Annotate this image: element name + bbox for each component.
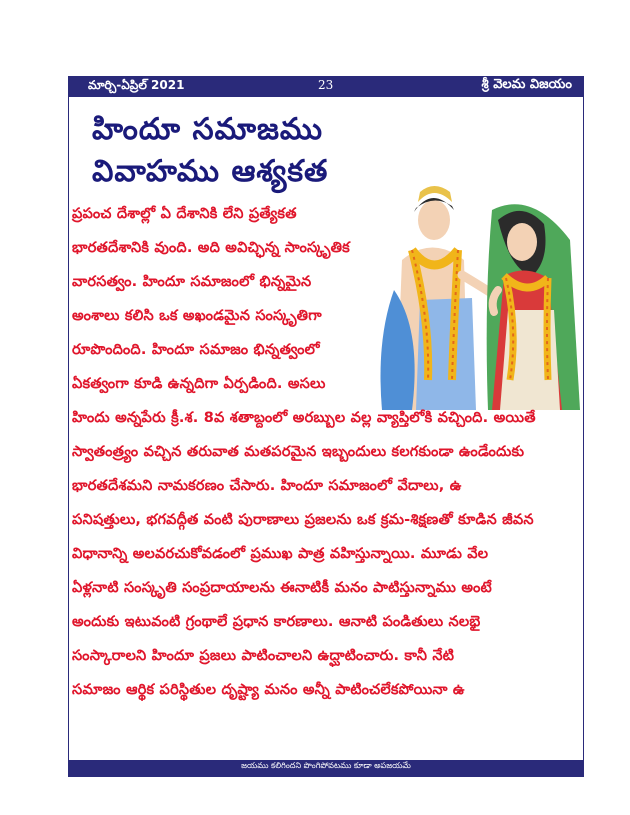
article-title-line-2: వివాహము ఆశ్యకత (92, 154, 329, 189)
body-line: అంశాలు కలిసి ఒక అఖండమైన సంస్కృతిగా (72, 308, 322, 324)
body-line: ఏకత్వంగా కూడి ఉన్నదిగా ఏర్పడింది. అసలు (72, 376, 326, 392)
footer-tagline: జయము కలిగిందని పొంగిపోవటము కూడా అపజయమే (241, 761, 411, 770)
body-line: అందుకు ఇటువంటి గ్రంథాలే ప్రధాన కారణాలు. ఆనాటి పండితులు నలభై (72, 614, 481, 630)
body-line: సమాజం ఆర్థిక పరిస్థితుల దృష్ట్యా మనం అన్నీ పాటించలేకపోయినా ఉ (72, 682, 465, 698)
magazine-name: శ్రీ వెలమ విజయం (481, 77, 572, 92)
body-line: రూపొందింది. హిందూ సమాజం భిన్నత్వంలో (72, 342, 320, 358)
body-line: భారతదేశమని నామకరణం చేసారు. హిందూ సమాజంలో వేదాలు, ఉ (72, 478, 462, 494)
body-line: భారతదేశానికి వుంది. అది అవిచ్ఛిన్న సాంస్కృతిక (72, 240, 350, 256)
body-line: విధానాన్ని అలవరచుకోవడంలో ప్రముఖ పాత్ర వహిస్తున్నాయి. మూడు వేల (72, 546, 489, 562)
issue-label: మార్చి-ఏప్రిల్ 2021 (88, 78, 185, 92)
body-line: సంస్కారాలని హిందూ ప్రజలు పాటించాలని ఉద్ఘాటించారు. కానీ నేటి (72, 648, 455, 664)
body-line: ప్రపంచ దేశాల్లో ఏ దేశానికి లేని ప్రత్యేకత (72, 206, 297, 222)
body-line: పనిషత్తులు, భగవద్గీత వంటి పురాణాలు ప్రజలను ఒక క్రమ-శిక్షణతో కూడిన జీవన (72, 512, 534, 528)
body-line: వారసత్వం. హిందూ సమాజంలో భిన్నమైన (72, 274, 312, 290)
body-line: స్వాతంత్ర్యం వచ్చిన తరువాత మతపరమైన ఇబ్బందులు కలగకుండా ఉండేందుకు (72, 444, 525, 460)
article-title-line-1: హిందూ సమాజము (92, 112, 324, 147)
body-line: ఏళ్లనాటి సంస్కృతి సంప్రదాయాలను ఈనాటికీ మనం పాటిస్తున్నాము అంటే (72, 580, 492, 596)
page-number: 23 (318, 78, 334, 92)
body-line: హిందు అన్నపేరు క్రీ.శ. 8వ శతాబ్దంలో అరబ్బుల వల్ల వ్యాప్తిలోకి వచ్చింది. అయితే (72, 410, 536, 426)
page-header (68, 76, 584, 97)
page-footer (68, 760, 584, 777)
wedding-couple-illustration (372, 180, 582, 410)
